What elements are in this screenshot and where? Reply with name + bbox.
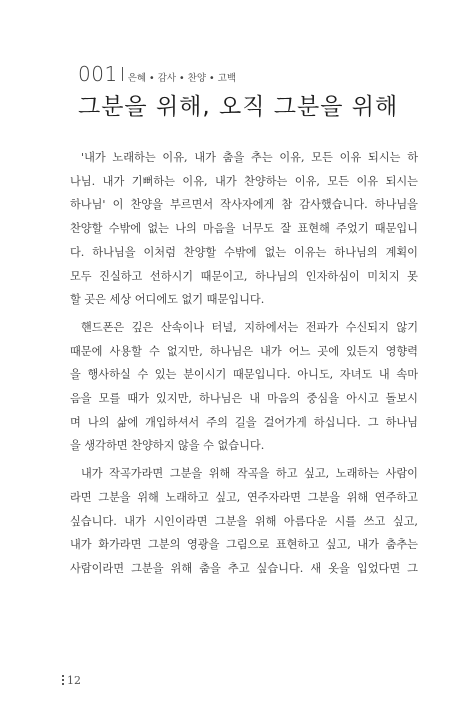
page-number [62, 674, 81, 687]
chapter-header [78, 62, 236, 86]
text-line: 며 나의 삶에 개입하셔서 주의 길을 걸어가게 하십니다. 그 하나님 [70, 415, 418, 429]
text-line: 찬양할 수밖에 없는 나의 마음을 너무도 잘 표현해 주었기 때문입니 [70, 222, 418, 236]
text-line: '내가 노래하는 이유, 내가 춤을 추는 이유, 모든 이유 되시는 하 [81, 151, 418, 164]
body-text [70, 146, 418, 585]
text-line: 때문에 사용할 수 없지만, 하나님은 내가 어느 곳에 있든지 영향력 [70, 344, 418, 358]
text-line: 을 행사하실 수 있는 분이시기 때문입니다. 아니도, 자녀도 내 속마 [70, 368, 418, 382]
text-line: 을 생각하면 찬양하지 않을 수 없습니다. [70, 439, 265, 453]
page-number-dots [62, 675, 64, 687]
text-line: 라면 그분을 위해 노래하고 싶고, 연주자라면 그분을 위해 연주하고 [70, 490, 418, 504]
text-line: 나님. 내가 기뻐하는 이유, 내가 찬양하는 이유, 모든 이유 되시는 [70, 174, 418, 188]
text-line: 음을 모를 때가 있지만, 하나님은 내 마음의 중심을 아시고 돌보시 [70, 392, 418, 406]
header-divider [122, 67, 123, 81]
text-line: 싶습니다. 내가 시인이라면 그분을 위해 아름다운 시를 쓰고 싶고, [70, 514, 418, 528]
text-line: 내가 화가라면 그분의 영광을 그림으로 표현하고 싶고, 내가 춤추는 [70, 538, 418, 552]
paragraph [70, 146, 418, 312]
text-line: 하나님' 이 찬양을 부르면서 작사자에게 참 감사했습니다. 하나님을 [70, 198, 418, 212]
text-line: 할 곳은 세상 어디에도 없기 때문입니다. [70, 293, 265, 307]
paragraph [70, 316, 418, 458]
text-line: 모두 진실하고 선하시기 때문이고, 하나님의 인자하심이 미치지 못 [70, 269, 418, 283]
text-line: 내가 작곡가라면 그분을 위해 작곡을 하고 싶고, 노래하는 사람이 [81, 467, 418, 481]
paragraph [70, 462, 418, 581]
page-number-text: 12 [67, 674, 81, 687]
chapter-number: 001 [78, 62, 118, 86]
chapter-title: 그분을 위해, 오직 그분을 위해 [78, 94, 399, 120]
chapter-tags: 은혜 • 감사 • 찬양 • 고백 [127, 73, 237, 84]
text-line: 핸드폰은 깊은 산속이나 터널, 지하에서는 전파가 수신되지 않기 [81, 320, 418, 334]
text-line: 사람이라면 그분을 위해 춤을 추고 싶습니다. 새 옷을 입었다면 그 [70, 561, 418, 575]
text-line: 다. 하나님을 이처럼 찬양할 수밖에 없는 이유는 하나님의 계획이 [70, 245, 418, 259]
